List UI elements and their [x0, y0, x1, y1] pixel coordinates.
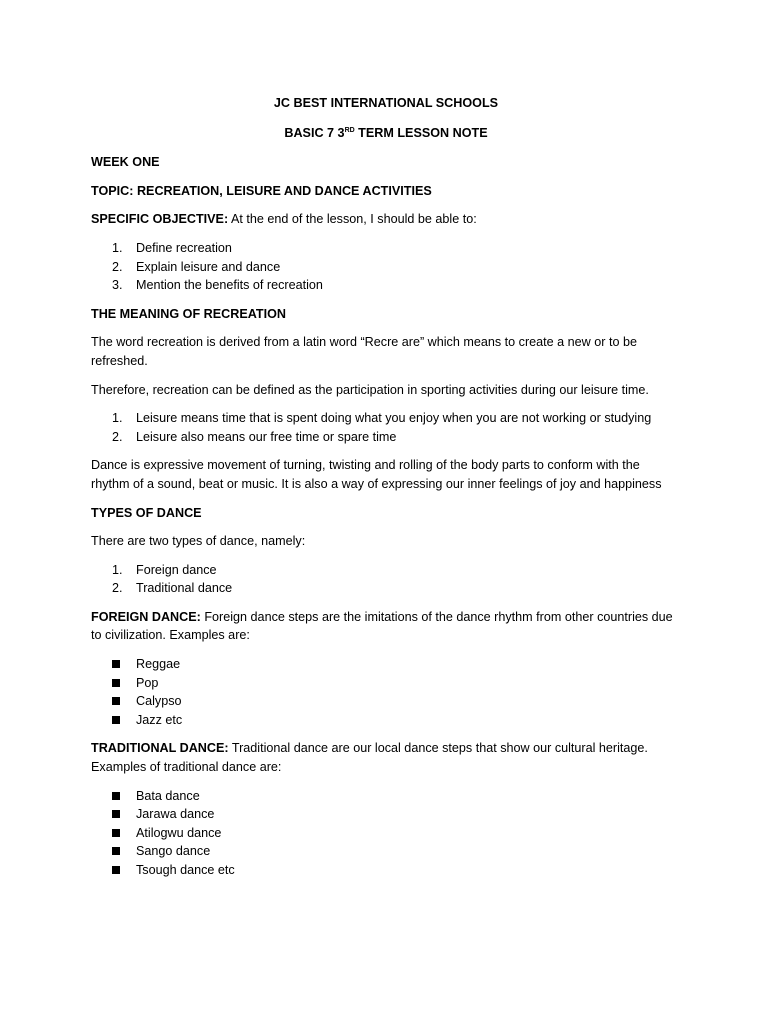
week-heading: WEEK ONE [91, 155, 160, 170]
traditional-dance-label: TRADITIONAL DANCE: [91, 741, 229, 756]
square-bullet-icon [112, 810, 120, 818]
foreign-dance-label: FOREIGN DANCE: [91, 609, 201, 624]
square-bullet-icon [112, 679, 120, 687]
traditional-dance-paragraph: TRADITIONAL DANCE: Traditional dance are our local dance steps that show our cultural heritage. Examples of traditional dance are: [91, 741, 648, 775]
foreign-examples-list [91, 655, 681, 729]
list-item: Sango dance [91, 842, 681, 861]
ordinal-suffix: RD [344, 126, 355, 134]
objective-list [91, 239, 681, 295]
square-bullet-icon [112, 660, 120, 668]
list-item: Jazz etc [91, 711, 681, 730]
square-bullet-icon [112, 697, 120, 705]
square-bullet-icon [112, 716, 120, 724]
list-item: 1. Define recreation [112, 240, 232, 255]
traditional-examples-list [91, 787, 681, 880]
list-item: Pop [91, 674, 681, 693]
types-list [91, 561, 681, 598]
school-name: JC BEST INTERNATIONAL SCHOOLS [273, 96, 499, 110]
specific-objective [91, 210, 681, 229]
types-intro: There are two types of dance, namely: [91, 534, 306, 549]
document-body [91, 94, 681, 890]
types-heading: TYPES OF DANCE [91, 505, 202, 520]
meaning-heading: THE MEANING OF RECREATION [91, 306, 286, 321]
lesson-note-title: BASIC 7 3RD TERM LESSON NOTE [284, 125, 488, 140]
list-item: Jarawa dance [91, 805, 681, 824]
meaning-paragraph-1: The word recreation is derived from a latin word “Recre are” which means to create a new or to be refreshed. [91, 335, 637, 368]
objective-label: SPECIFIC OBJECTIVE: [91, 212, 229, 227]
list-item: Tsough dance etc [91, 861, 681, 880]
list-item: Reggae [91, 655, 681, 674]
list-item: Calypso [91, 692, 681, 711]
square-bullet-icon [112, 829, 120, 837]
objective-text: At the end of the lesson, I should be able to: [228, 212, 477, 227]
topic-heading: TOPIC: RECREATION, LEISURE AND DANCE ACTIVITIES [91, 183, 432, 198]
foreign-dance-paragraph: FOREIGN DANCE: Foreign dance steps are the imitations of the dance rhythm from other countries due to civilization. Examples are: [91, 609, 673, 643]
list-item: 2. Explain leisure and dance [112, 259, 281, 274]
list-item: 2. Leisure also means our free time or spare time [112, 429, 397, 444]
meaning-paragraph-2: Therefore, recreation can be defined as the participation in sporting activities during our leisure time. [91, 382, 649, 397]
square-bullet-icon [112, 847, 120, 855]
list-item: Atilogwu dance [91, 824, 681, 843]
leisure-list [91, 409, 681, 446]
list-item: 3. Mention the benefits of recreation [112, 278, 323, 293]
list-item: 1. Leisure means time that is spent doing what you enjoy when you are not working or studying [112, 411, 652, 426]
list-item: 2. Traditional dance [112, 581, 233, 596]
square-bullet-icon [112, 792, 120, 800]
list-item: 1. Foreign dance [112, 562, 217, 577]
dance-paragraph: Dance is expressive movement of turning, twisting and rolling of the body parts to conform with the rhythm of a sound, beat or music. It is also a way of expressing our inner feelings of joy and happiness [91, 458, 662, 491]
list-item: Bata dance [91, 787, 681, 806]
square-bullet-icon [112, 866, 120, 874]
